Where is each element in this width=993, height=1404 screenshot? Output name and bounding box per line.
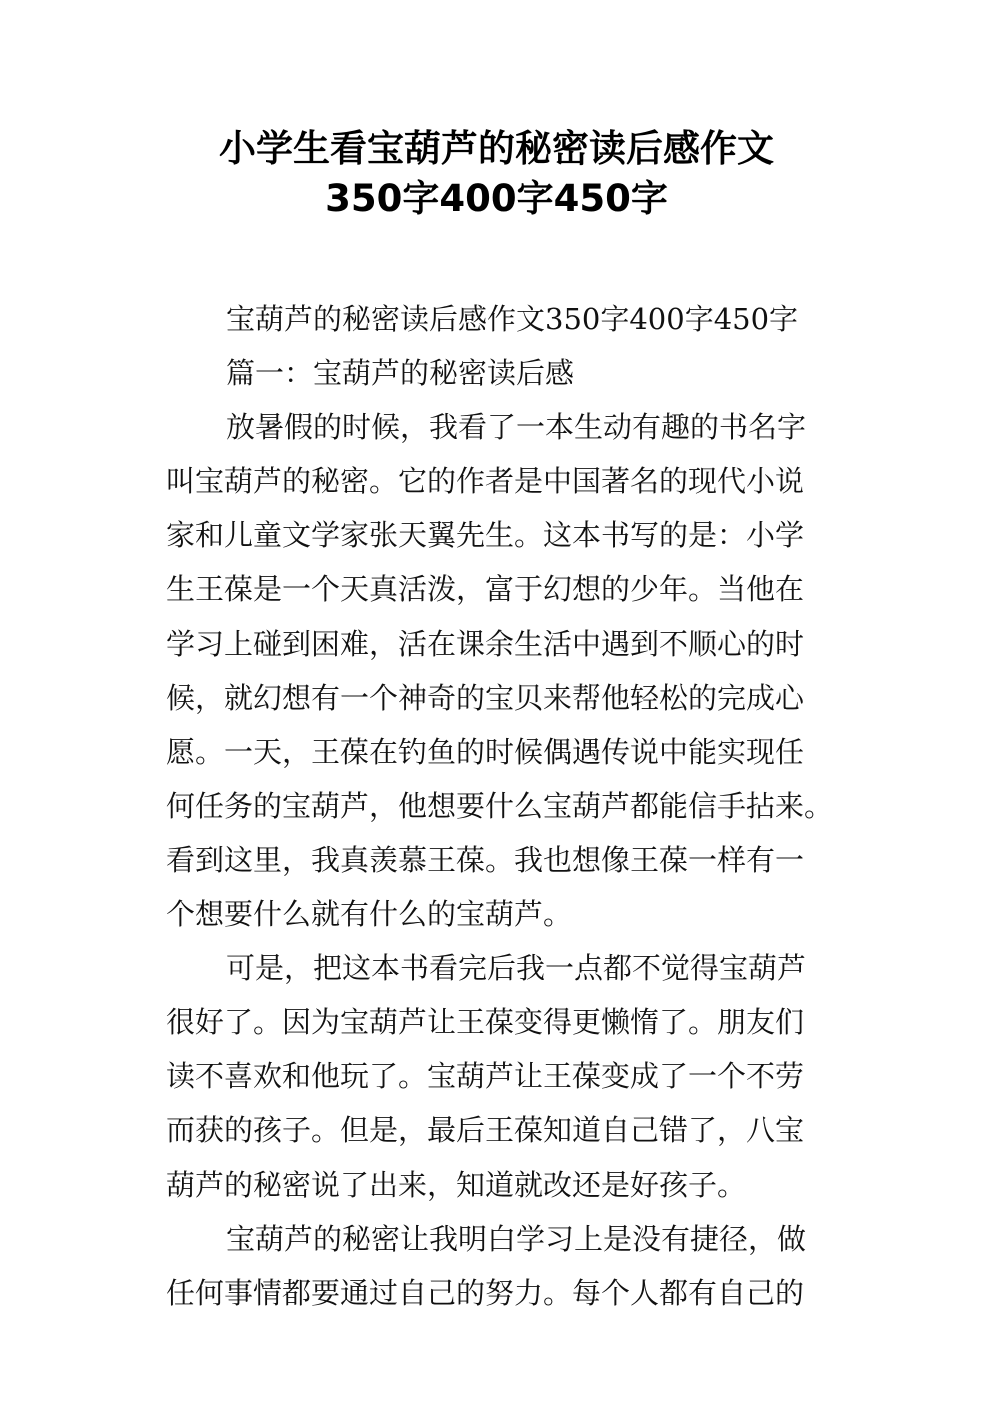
document-title-line-2: 350字400字450字 — [325, 177, 668, 220]
text-line: 候，就幻想有一个神奇的宝贝来帮他轻松的完成心 — [166, 680, 805, 715]
text-line: 何任务的宝葫芦，他想要什么宝葫芦都能信手拈来。 — [166, 788, 834, 823]
text-line: 愿。一天，王葆在钓鱼的时候偶遇传说中能实现任 — [166, 734, 805, 769]
document-title-line-1: 小学生看宝葫芦的秘密读后感作文 — [219, 127, 774, 170]
text-line: 看到这里，我真羡慕王葆。我也想像王葆一样有一 — [166, 842, 805, 877]
text-line: 生王葆是一个天真活泼，富于幻想的少年。当他在 — [166, 572, 805, 607]
text-line: 任何事情都要通过自己的努力。每个人都有自己的 — [166, 1275, 805, 1310]
text-line: 放暑假的时候，我看了一本生动有趣的书名字 — [226, 410, 807, 445]
text-line: 宝葫芦的秘密让我明白学习上是没有捷径，做 — [226, 1221, 807, 1256]
text-line: 篇一：宝葫芦的秘密读后感 — [226, 356, 575, 391]
text-line: 葫芦的秘密说了出来，知道就改还是好孩子。 — [166, 1167, 747, 1202]
text-line: 学习上碰到困难，活在课余生活中遇到不顺心的时 — [166, 626, 805, 661]
text-line: 家和儿童文学家张天翼先生。这本书写的是：小学 — [166, 518, 805, 553]
text-line: 宝葫芦的秘密读后感作文350字400字450字 — [226, 302, 799, 336]
text-line: 可是，把这本书看完后我一点都不觉得宝葫芦 — [226, 951, 807, 986]
text-line: 很好了。因为宝葫芦让王葆变得更懒惰了。朋友们 — [166, 1005, 805, 1040]
text-line: 读不喜欢和他玩了。宝葫芦让王葆变成了一个不劳 — [166, 1059, 805, 1094]
text-line: 而获的孩子。但是，最后王葆知道自己错了，八宝 — [166, 1113, 805, 1148]
text-line: 个想要什么就有什么的宝葫芦。 — [166, 897, 573, 932]
text-line: 叫宝葫芦的秘密。它的作者是中国著名的现代小说 — [166, 464, 805, 499]
document-body — [166, 292, 834, 1320]
